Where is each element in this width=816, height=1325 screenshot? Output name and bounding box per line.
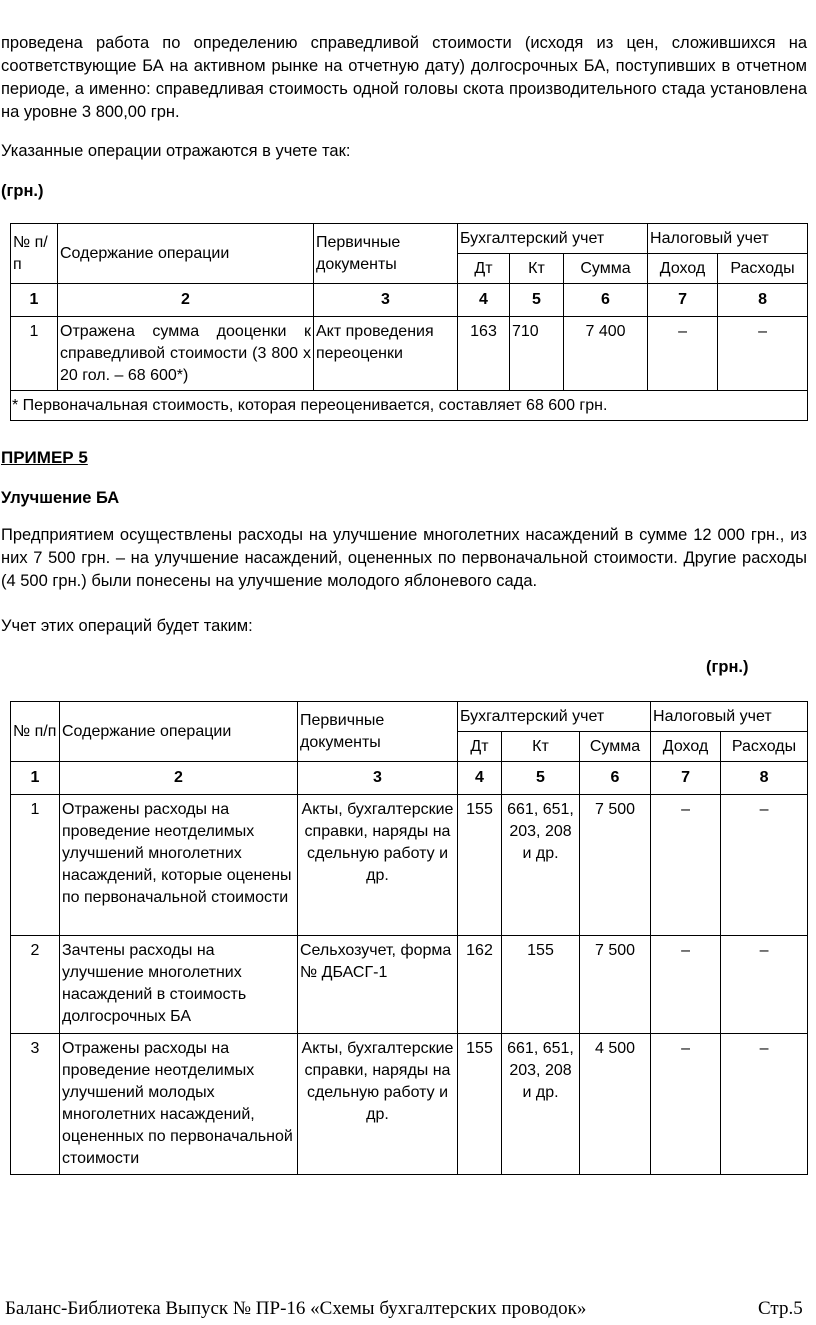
header-docs: Первичные документы	[314, 224, 458, 284]
col-number: 5	[510, 284, 564, 317]
header-dt: Дт	[458, 254, 510, 284]
footnote: * Первоначальная стоимость, которая переоценивается, составляет 68 600 грн.	[11, 391, 808, 421]
column-number-row	[11, 284, 808, 317]
row-expense: –	[721, 936, 808, 1034]
row-dt: 155	[458, 1034, 502, 1175]
row-kt: 710	[510, 317, 564, 391]
header-no: № п/п	[11, 702, 60, 762]
intro-paragraph: проведена работа по определению справедливой стоимости (исходя из цен, сложившихся на соответствующие БА на активном рынке на отчетную дату) долгосрочных БА, поступивших в отчетном периоде, а именно: справедливая стоимость одной головы скота производительного стада установлена на уровне 3 800,00 грн.	[1, 34, 807, 121]
row-no: 3	[11, 1034, 60, 1175]
row-no: 2	[11, 936, 60, 1034]
header-expense: Расходы	[721, 732, 808, 762]
row-sum: 7 400	[564, 317, 648, 391]
row-dt: 162	[458, 936, 502, 1034]
row-sum: 7 500	[580, 795, 651, 936]
row-kt: 661, 651, 203, 208 и др.	[502, 795, 580, 936]
row-kt: 155	[502, 936, 580, 1034]
col-number: 6	[580, 762, 651, 795]
table-row	[11, 317, 808, 391]
col-number: 3	[314, 284, 458, 317]
col-number: 4	[458, 284, 510, 317]
col-number: 8	[721, 762, 808, 795]
row-expense: –	[721, 795, 808, 936]
example-paragraph: Предприятием осуществлены расходы на улучшение многолетних насаждений в сумме 12 000 грн., из них 7 500 грн. – на улучшение насаждений, оцененных по первоначальной стоимости. Другие расходы (4 500 грн.) были понесены на улучшение молодого яблоневого сада.	[1, 526, 807, 590]
row-content: Отражена сумма дооценки к справедливой стоимости (3 800 х 20 гол. – 68 600*)	[58, 317, 314, 391]
row-no: 1	[11, 317, 58, 391]
table-header-row	[11, 224, 808, 254]
operations-note: Указанные операции отражаются в учете так:	[1, 142, 351, 160]
header-kt: Кт	[502, 732, 580, 762]
header-kt: Кт	[510, 254, 564, 284]
column-number-row	[11, 762, 808, 795]
example-title: ПРИМЕР 5	[1, 448, 88, 467]
table-header-row	[11, 702, 808, 732]
row-income: –	[651, 936, 721, 1034]
header-expense: Расходы	[718, 254, 808, 284]
header-dt: Дт	[458, 732, 502, 762]
header-content: Содержание операции	[60, 702, 298, 762]
header-no: № п/п	[11, 224, 58, 284]
accounting-note: Учет этих операций будет таким:	[1, 617, 253, 635]
row-no: 1	[11, 795, 60, 936]
row-content: Отражены расходы на проведение неотделимых улучшений молодых многолетних насаждений, оцененных по первоначальной стоимости	[60, 1034, 298, 1175]
col-number: 7	[651, 762, 721, 795]
row-dt: 163	[458, 317, 510, 391]
footnote-row	[11, 391, 808, 421]
row-income: –	[651, 1034, 721, 1175]
row-expense: –	[721, 1034, 808, 1175]
revaluation-table	[10, 223, 808, 421]
table-row	[11, 936, 808, 1034]
row-docs: Акт проведения переоценки	[314, 317, 458, 391]
row-dt: 155	[458, 795, 502, 936]
header-accounting: Бухгалтерский учет	[458, 224, 648, 254]
col-number: 6	[564, 284, 648, 317]
col-number: 3	[298, 762, 458, 795]
row-income: –	[648, 317, 718, 391]
header-accounting: Бухгалтерский учет	[458, 702, 651, 732]
row-content: Отражены расходы на проведение неотделимых улучшений многолетних насаждений, которые оценены по первоначальной стоимости	[60, 795, 298, 936]
footer-publication: Баланс-Библиотека Выпуск № ПР-16 «Схемы бухгалтерских проводок»	[5, 1298, 587, 1319]
table-row	[11, 795, 808, 936]
row-income: –	[651, 795, 721, 936]
col-number: 7	[648, 284, 718, 317]
unit-label-2: (грн.)	[706, 658, 749, 676]
improvement-table	[10, 701, 808, 1175]
header-tax: Налоговый учет	[651, 702, 808, 732]
header-income: Доход	[648, 254, 718, 284]
col-number: 5	[502, 762, 580, 795]
header-content: Содержание операции	[58, 224, 314, 284]
col-number: 8	[718, 284, 808, 317]
row-kt: 661, 651, 203, 208 и др.	[502, 1034, 580, 1175]
row-sum: 7 500	[580, 936, 651, 1034]
col-number: 1	[11, 762, 60, 795]
col-number: 2	[58, 284, 314, 317]
table-row	[11, 1034, 808, 1175]
header-sum: Сумма	[580, 732, 651, 762]
header-tax: Налоговый учет	[648, 224, 808, 254]
header-sum: Сумма	[564, 254, 648, 284]
row-sum: 4 500	[580, 1034, 651, 1175]
row-docs: Акты, бухгалтерские справки, наряды на сдельную работу и др.	[298, 795, 458, 936]
header-income: Доход	[651, 732, 721, 762]
row-expense: –	[718, 317, 808, 391]
footer-page-number: Стр.5	[758, 1298, 803, 1319]
row-docs: Сельхозучет, форма № ДБАСГ-1	[298, 936, 458, 1034]
row-docs: Акты, бухгалтерские справки, наряды на сдельную работу и др.	[298, 1034, 458, 1175]
col-number: 1	[11, 284, 58, 317]
row-content: Зачтены расходы на улучшение многолетних насаждений в стоимость долгосрочных БА	[60, 936, 298, 1034]
col-number: 2	[60, 762, 298, 795]
example-subtitle: Улучшение БА	[1, 489, 120, 507]
header-docs: Первичные документы	[298, 702, 458, 762]
unit-label-1: (грн.)	[1, 182, 44, 200]
col-number: 4	[458, 762, 502, 795]
